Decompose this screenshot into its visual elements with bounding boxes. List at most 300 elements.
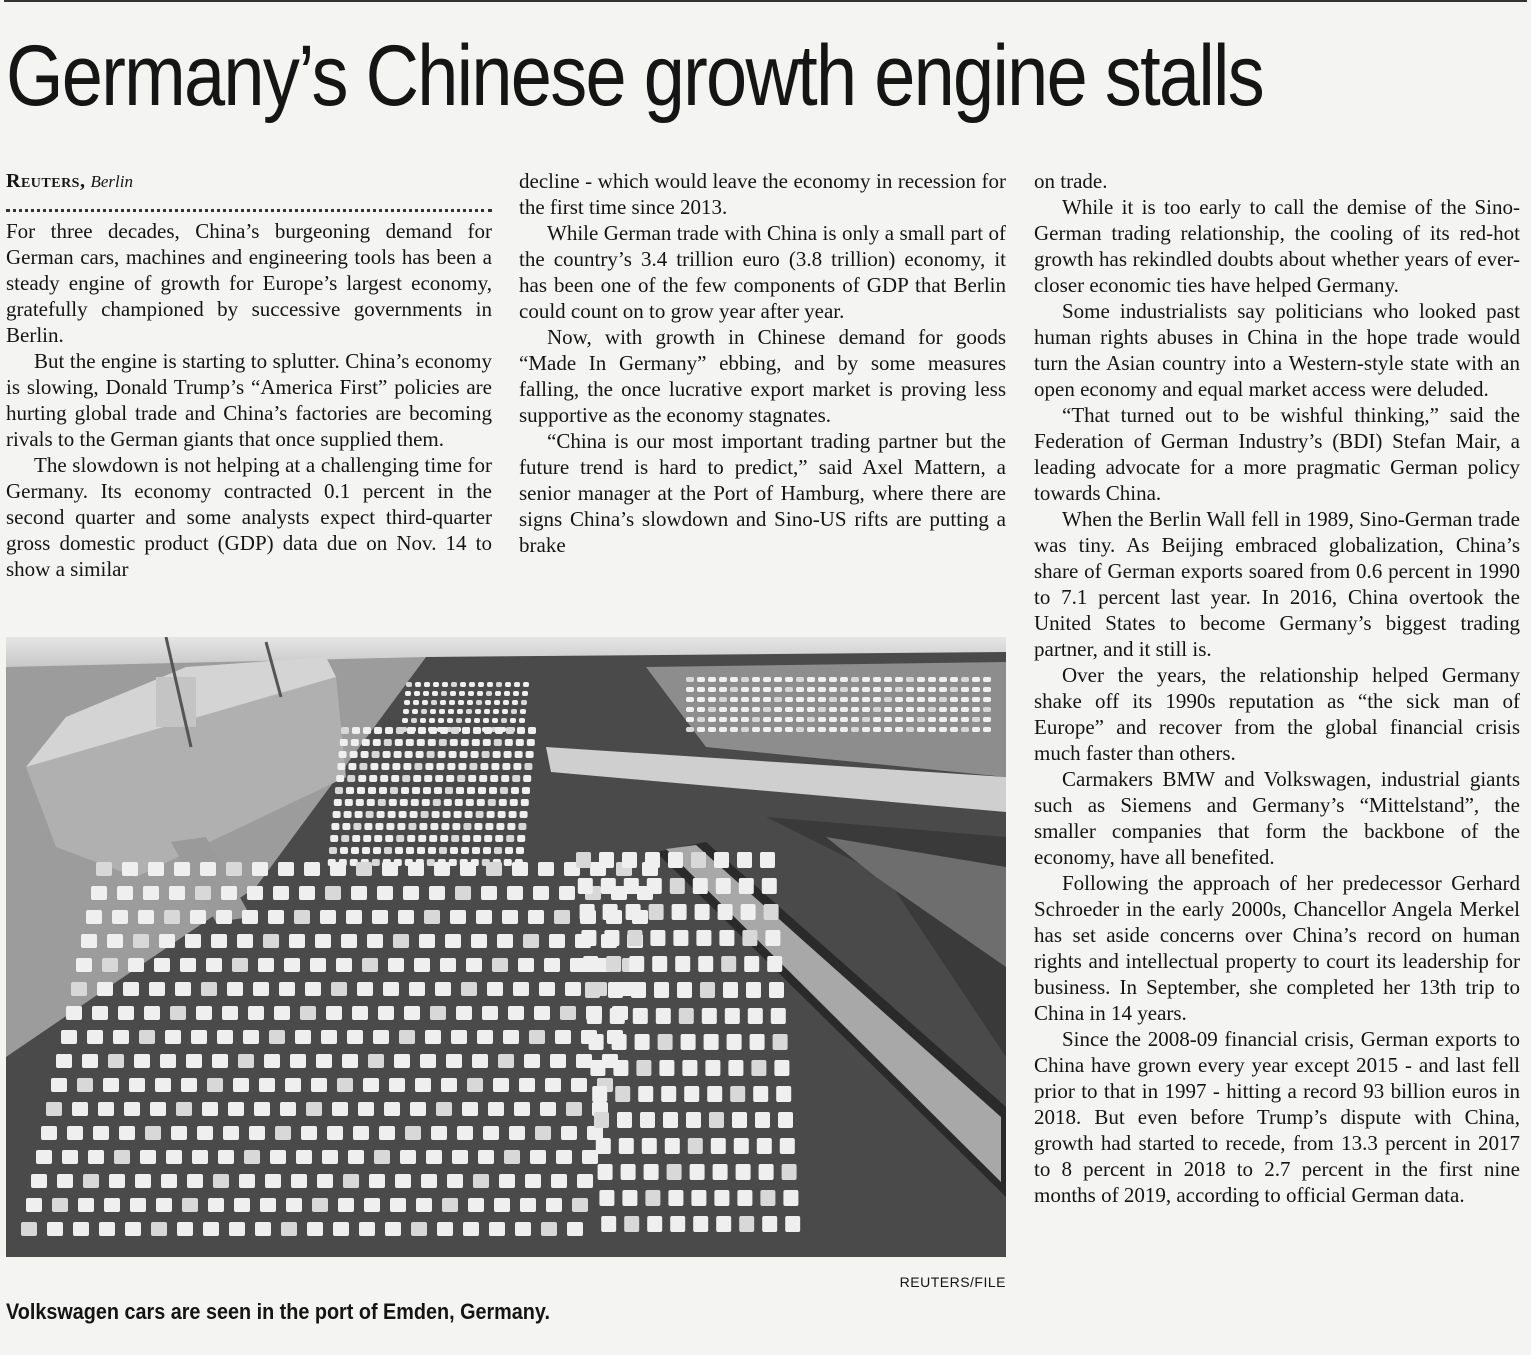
car [476,700,482,705]
car [130,1198,146,1212]
car [407,835,415,842]
car [474,823,482,830]
car [351,886,367,900]
paragraph: While it is too early to call the demise of the Sino-German trading relationship, the cooling of its red-hot growth has rekindled doubts about whether years of ever-closer economic ties have helped Germany. [1034,195,1520,297]
car [451,1030,467,1044]
car [222,1006,238,1020]
car [567,1222,583,1236]
car [500,787,508,794]
car [99,1222,115,1236]
car [601,878,616,894]
car [129,1078,145,1092]
car [344,811,352,818]
car [507,886,523,900]
car [435,982,451,996]
car [522,787,530,794]
car [260,1198,276,1212]
car [668,852,683,868]
car [950,717,958,722]
car [458,700,464,705]
car [633,1008,648,1024]
car [421,709,427,714]
car [873,717,881,722]
car [697,717,705,722]
car [97,982,113,996]
car [278,862,294,876]
car [477,1030,493,1044]
car [478,682,484,687]
car [96,862,112,876]
car [466,709,472,714]
car [295,1030,311,1044]
car [613,1060,628,1076]
car [347,1030,363,1044]
car [483,718,489,723]
car [461,982,477,996]
car [212,1054,228,1068]
car [223,1126,239,1140]
car [906,687,914,692]
car [370,763,378,770]
car [385,727,393,734]
car [661,1086,676,1102]
car [506,727,514,734]
car [362,958,378,972]
car [686,1112,701,1128]
car [785,717,793,722]
car [364,823,372,830]
car [466,958,482,972]
car [972,697,980,702]
car [103,1078,119,1092]
car [461,847,469,854]
car [488,1102,504,1116]
car [764,904,779,920]
car [421,811,429,818]
car [248,1006,264,1020]
car [939,687,947,692]
car [392,763,400,770]
car [408,823,416,830]
car [596,1138,611,1154]
car [140,1150,156,1164]
car [746,982,761,998]
car [752,677,760,682]
car [716,878,731,894]
car [409,982,425,996]
car [939,707,947,712]
car [269,1030,285,1044]
car [495,835,503,842]
car [357,982,373,996]
car [519,718,525,723]
car [502,709,508,714]
paragraph: Carmakers BMW and Volkswagen, industrial giants such as Siemens and Germany’s “Mittelstand”, the smaller companies that form the backbone of the economy, have all benefited. [1034,767,1520,869]
car [601,1216,616,1232]
car [439,739,447,746]
car [513,763,521,770]
car [345,799,353,806]
car [884,697,892,702]
car [730,717,738,722]
car [610,1008,625,1024]
car [673,930,688,946]
car [259,1078,275,1092]
car [104,1198,120,1212]
car [862,717,870,722]
car [304,862,320,876]
car [364,1198,380,1212]
car [765,930,780,946]
car [333,1222,349,1236]
car [642,1138,657,1154]
car [670,1216,685,1232]
car [463,1222,479,1236]
car [796,677,804,682]
car [972,677,980,682]
car [829,677,837,682]
car [176,1102,192,1116]
car [560,1006,576,1020]
car [253,982,269,996]
car [627,930,642,946]
car [91,886,107,900]
car [723,982,738,998]
car [667,1164,682,1180]
car [316,1054,332,1068]
car [264,1054,280,1068]
car [270,1150,286,1164]
car [492,958,508,972]
car [363,727,371,734]
car [928,717,936,722]
car [540,1102,556,1116]
paragraph: But the engine is starting to splutter. China’s economy is slowing, Donald Trump’s “America First” policies are hurting global trade and China’s factories are becoming rivals to the German giants that once supplied them. [6,349,492,451]
car [437,1222,453,1236]
car [873,687,881,692]
car [763,687,771,692]
car [412,787,420,794]
car [255,1222,271,1236]
car [950,707,958,712]
car [658,1034,673,1050]
car [517,727,525,734]
car [748,1008,763,1024]
car [166,1150,182,1164]
car [411,799,419,806]
car [249,1126,265,1140]
car [939,727,947,732]
car [31,1174,47,1188]
car [928,727,936,732]
car [412,709,418,714]
car [447,718,453,723]
car [511,709,517,714]
car [429,718,435,723]
car [688,1138,703,1154]
car [329,847,337,854]
car [622,1190,637,1206]
car [431,700,437,705]
car [394,751,402,758]
car [363,1078,379,1092]
car [566,1102,582,1116]
car [82,1054,98,1068]
car [341,727,349,734]
car [374,727,382,734]
car [368,787,376,794]
car [818,697,826,702]
car [171,1126,187,1140]
car [529,1030,545,1044]
car [195,886,211,900]
car [774,1060,789,1076]
car [419,823,427,830]
car [708,697,716,702]
car [950,677,958,682]
car [317,1174,333,1188]
car [56,1054,72,1068]
car [197,1126,213,1140]
car [785,1216,800,1232]
car [631,982,646,998]
car [451,682,457,687]
car [895,717,903,722]
car [462,1102,478,1116]
car [507,823,515,830]
car [494,1198,510,1212]
car [299,886,315,900]
car [785,687,793,692]
car [411,718,417,723]
car [382,862,398,876]
car [983,717,991,722]
car [429,727,437,734]
car [725,1008,740,1024]
car [161,1174,177,1188]
car [422,799,430,806]
car [652,956,667,972]
car [112,910,128,924]
car [862,707,870,712]
car [645,852,660,868]
car [372,751,380,758]
car [928,707,936,712]
car [21,1222,37,1236]
car [512,862,528,876]
car [377,811,385,818]
car [243,1030,259,1044]
car [405,1126,421,1140]
car [472,1054,488,1068]
car [455,886,471,900]
car [444,799,452,806]
car [585,982,600,998]
car [343,1174,359,1188]
car [237,934,253,948]
car [312,1198,328,1212]
car [124,1102,140,1116]
car [719,697,727,702]
car [829,687,837,692]
car [425,763,433,770]
car [122,862,138,876]
car [83,1174,99,1188]
car [434,862,450,876]
car [517,835,525,842]
car [46,1102,62,1116]
car [493,709,499,714]
car [62,1150,78,1164]
car [440,958,456,972]
car [514,682,520,687]
car [71,982,87,996]
car [362,847,370,854]
car [522,691,528,696]
car [388,811,396,818]
car [348,1150,364,1164]
car [438,751,446,758]
car [503,700,509,705]
car [741,904,756,920]
car [413,700,419,705]
car [107,934,123,948]
car [670,878,685,894]
car [203,1222,219,1236]
car [719,677,727,682]
car [341,934,357,948]
car [457,709,463,714]
car [491,763,499,770]
car [175,982,191,996]
car [818,717,826,722]
car [983,697,991,702]
car [520,1198,536,1212]
car [73,1222,89,1236]
car [156,1198,172,1212]
car [244,1150,260,1164]
car [477,691,483,696]
car [433,799,441,806]
car [873,707,881,712]
car [840,707,848,712]
car [242,910,258,924]
car [732,1112,747,1128]
car [928,687,936,692]
car [447,1174,463,1188]
car [451,835,459,842]
car [476,811,484,818]
car [917,697,925,702]
car [202,1102,218,1116]
car [445,787,453,794]
car [972,727,980,732]
car [696,930,711,946]
car [535,1126,551,1140]
car [499,1174,515,1188]
car [211,934,227,948]
car [415,1078,431,1092]
car [496,823,504,830]
car [705,1060,720,1076]
dotted-rule [6,195,492,212]
paragraph: The slowdown is not helping at a challenging time for Germany. Its economy contracted 0.1 percent in the second quarter and some analysts expect third-quarter gross domestic product (GDP) data due on Nov. 14 to show a similar [6,453,492,581]
car [400,1150,416,1164]
car [430,709,436,714]
car [36,1150,52,1164]
car [807,687,815,692]
car [423,787,431,794]
car [622,852,637,868]
car [77,1078,93,1092]
car [476,910,492,924]
car [52,1198,68,1212]
car [961,697,969,702]
car [281,1222,297,1236]
car [906,727,914,732]
car [86,910,102,924]
car [289,934,305,948]
car [528,910,544,924]
car [414,691,420,696]
car [352,835,360,842]
car [374,835,382,842]
car [208,1198,224,1212]
car [656,1008,671,1024]
car [851,687,859,692]
car [361,751,369,758]
car [461,739,469,746]
car [629,956,644,972]
car [961,707,969,712]
car [576,1054,592,1068]
car [305,982,321,996]
car [485,700,491,705]
car [624,1216,639,1232]
car [972,687,980,692]
car [400,799,408,806]
car [406,739,414,746]
car [505,847,513,854]
car [449,751,457,758]
car [118,1006,134,1020]
car [164,910,180,924]
car [884,727,892,732]
car [418,727,426,734]
car [499,799,507,806]
car [322,1150,338,1164]
car [72,1102,88,1116]
car [234,1198,250,1212]
photo-caption: Volkswagen cars are seen in the port of Emden, Germany. [6,1299,550,1324]
car [851,707,859,712]
car [217,1030,233,1044]
car [402,775,410,782]
car [350,751,358,758]
car [404,700,410,705]
car [626,904,641,920]
car [734,1138,749,1154]
car [711,1138,726,1154]
car [238,1054,254,1068]
car [741,677,749,682]
byline [6,168,492,195]
car [396,727,404,734]
car [290,1054,306,1068]
paragraph: “That turned out to be wishful thinking,” said the Federation of German Industry’s (BDI) Stefan Mair, a leading advocate for a more pragmatic German policy towards China. [1034,403,1520,505]
car [638,1086,653,1102]
car [501,718,507,723]
